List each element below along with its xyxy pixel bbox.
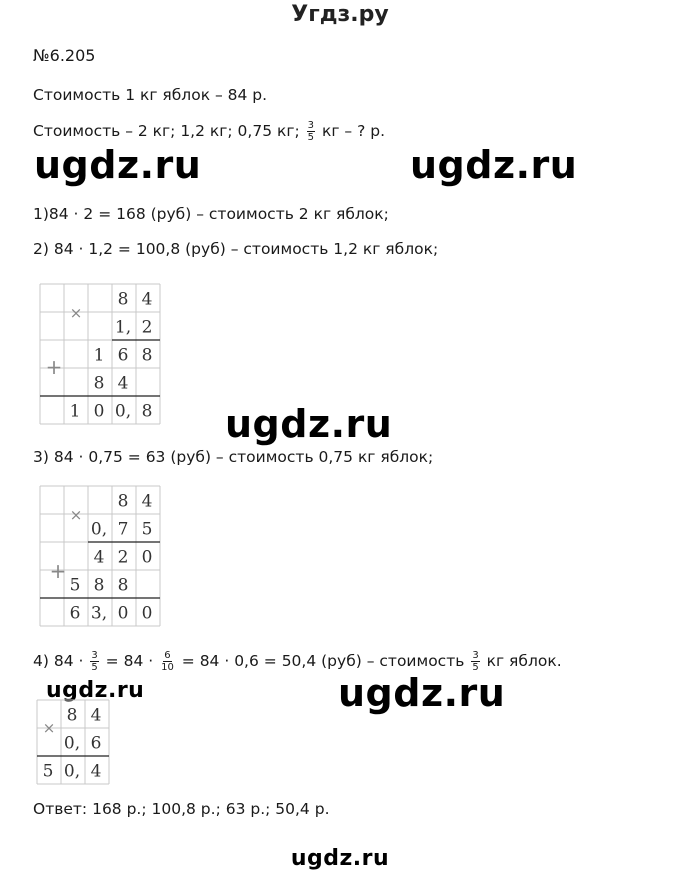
digit-cell: 0 bbox=[141, 547, 153, 568]
digit-cell: 3, bbox=[90, 603, 108, 624]
step-4-text-a: 4) 84 · bbox=[33, 652, 84, 670]
digit-cell: 4 bbox=[93, 547, 105, 568]
digit-cell: 4 bbox=[141, 491, 153, 512]
multiply-sign: × bbox=[69, 506, 83, 524]
watermark: ugdz.ru bbox=[225, 402, 393, 446]
multiply-sign: × bbox=[42, 719, 56, 737]
fraction-denominator: 5 bbox=[91, 662, 98, 673]
problem-number: №6.205 bbox=[33, 46, 96, 65]
digit-cell: 0 bbox=[141, 603, 153, 624]
watermark: ugdz.ru bbox=[34, 143, 202, 187]
watermark: ugdz.ru bbox=[410, 143, 578, 187]
digit-cell: 4 bbox=[117, 373, 129, 394]
step-4-text-c: = 84 · 0,6 = 50,4 (руб) – стоимость bbox=[181, 652, 465, 670]
plus-sign: + bbox=[49, 559, 67, 583]
fraction-denominator: 10 bbox=[161, 662, 174, 673]
answer-line: Ответ: 168 р.; 100,8 р.; 63 р.; 50,4 р. bbox=[33, 800, 330, 818]
digit-cell: 8 bbox=[117, 575, 129, 596]
digit-cell: 1 bbox=[69, 401, 81, 422]
fraction-three-fifths bbox=[307, 120, 315, 143]
site-title: Угдз.ру bbox=[291, 2, 389, 27]
digit-cell: 5 bbox=[141, 519, 153, 540]
digit-cell: 1, bbox=[114, 317, 132, 338]
digit-cell: 0, bbox=[90, 519, 108, 540]
step-1: 1)84 · 2 = 168 (руб) – стоимость 2 кг яблок; bbox=[33, 205, 389, 223]
digit-cell: 4 bbox=[141, 289, 153, 310]
step-3: 3) 84 · 0,75 = 63 (руб) – стоимость 0,75 кг яблок; bbox=[33, 448, 434, 466]
price-line: Стоимость 1 кг яблок – 84 р. bbox=[33, 86, 268, 104]
digit-cell: 4 bbox=[90, 761, 102, 782]
calc-2-grid bbox=[40, 486, 162, 632]
question-text-b: кг – ? р. bbox=[321, 122, 385, 140]
digit-cell: 0 bbox=[93, 401, 105, 422]
digit-cell: 5 bbox=[69, 575, 81, 596]
fraction-denominator: 5 bbox=[472, 662, 479, 673]
digit-cell: 0 bbox=[117, 603, 129, 624]
watermark: ugdz.ru bbox=[46, 678, 145, 703]
digit-cell: 8 bbox=[117, 491, 129, 512]
digit-cell: 1 bbox=[93, 345, 105, 366]
watermark: ugdz.ru bbox=[290, 846, 390, 871]
digit-cell: 8 bbox=[117, 289, 129, 310]
digit-cell: 8 bbox=[93, 575, 105, 596]
question-text-a: Стоимость – 2 кг; 1,2 кг; 0,75 кг; bbox=[33, 122, 300, 140]
question-line bbox=[33, 120, 385, 143]
digit-cell: 6 bbox=[117, 345, 129, 366]
digit-cell: 8 bbox=[93, 373, 105, 394]
step-4 bbox=[33, 650, 562, 673]
digit-cell: 0, bbox=[114, 401, 132, 422]
digit-cell: 0, bbox=[63, 761, 81, 782]
fraction-numerator: 3 bbox=[472, 650, 479, 661]
digit-cell: 0, bbox=[63, 733, 81, 754]
fraction-three-fifths bbox=[471, 650, 479, 673]
digit-cell: 4 bbox=[90, 705, 102, 726]
watermark: ugdz.ru bbox=[338, 671, 506, 715]
multiply-sign: × bbox=[69, 304, 83, 322]
calc-3-grid bbox=[37, 700, 111, 790]
fraction-numerator: 3 bbox=[307, 120, 315, 131]
digit-cell: 5 bbox=[42, 761, 54, 782]
fraction-numerator: 6 bbox=[164, 650, 171, 661]
digit-cell: 6 bbox=[69, 603, 81, 624]
fraction-three-fifths bbox=[90, 650, 98, 673]
step-2: 2) 84 · 1,2 = 100,8 (руб) – стоимость 1,2 кг яблок; bbox=[33, 240, 439, 258]
fraction-numerator: 3 bbox=[91, 650, 98, 661]
digit-cell: 2 bbox=[141, 317, 153, 338]
step-4-text-b: = 84 · bbox=[105, 652, 154, 670]
digit-cell: 8 bbox=[141, 345, 153, 366]
plus-sign: + bbox=[45, 355, 63, 379]
step-4-text-d: кг яблок. bbox=[486, 652, 562, 670]
digit-cell: 6 bbox=[90, 733, 102, 754]
calc-1-grid bbox=[40, 284, 162, 430]
fraction-six-tenths bbox=[160, 650, 175, 673]
digit-cell: 8 bbox=[141, 401, 153, 422]
digit-cell: 7 bbox=[117, 519, 129, 540]
digit-cell: 8 bbox=[66, 705, 78, 726]
digit-cell: 2 bbox=[117, 547, 129, 568]
fraction-denominator: 5 bbox=[307, 132, 315, 143]
